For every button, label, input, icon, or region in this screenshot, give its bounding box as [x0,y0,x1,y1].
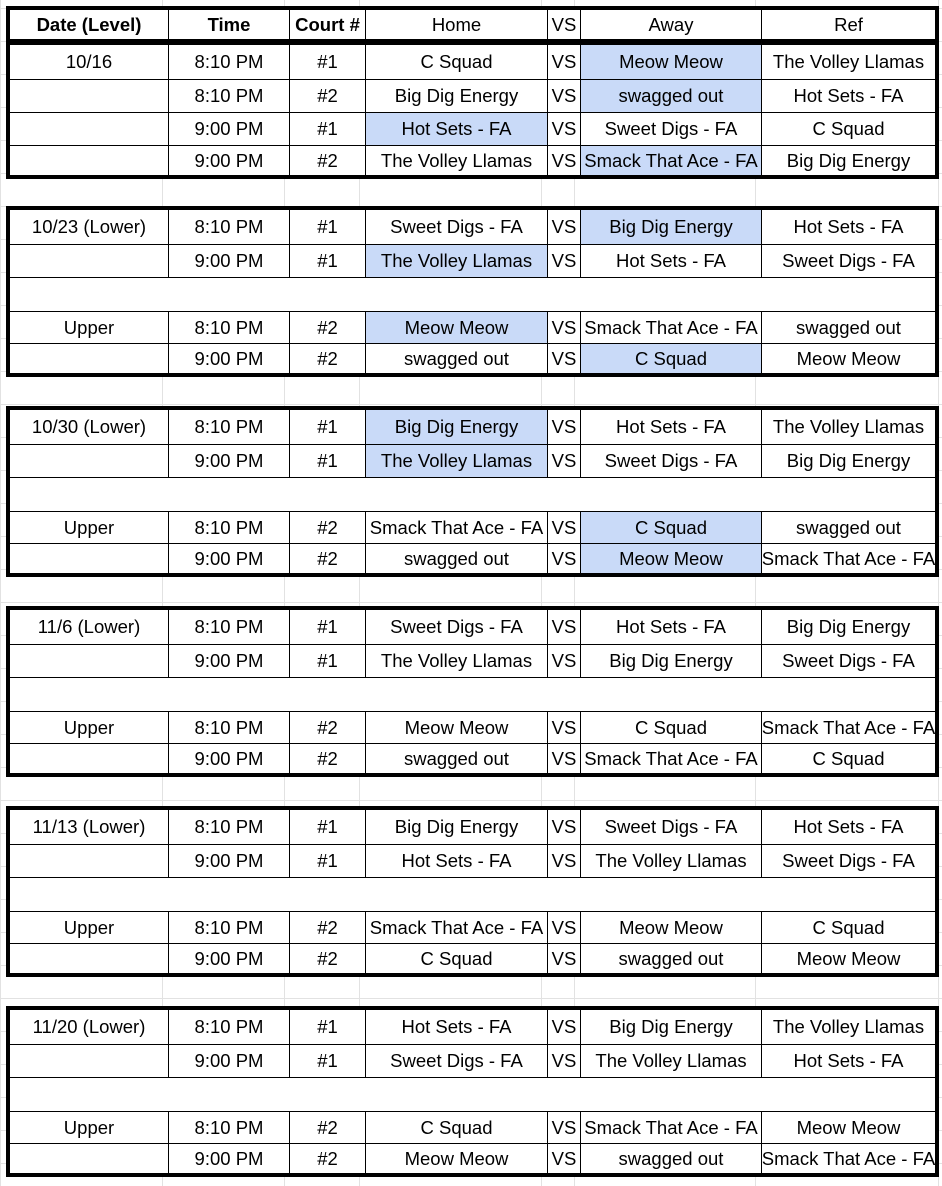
match-row [10,244,935,277]
cell-court: #2 [289,80,365,112]
cell-home: Meow Meow [365,712,547,743]
cell-time: 8:10 PM [168,1010,289,1044]
match-row [10,511,935,543]
week-block [6,206,939,377]
cell-time: 9:00 PM [168,845,289,877]
cell-away: Big Dig Energy [580,1010,761,1044]
cell-away: Big Dig Energy [580,210,761,244]
cell-time: 8:10 PM [168,1112,289,1143]
cell-vs: VS [547,445,580,477]
cell-court: #2 [289,312,365,343]
cell-time: 9:00 PM [168,744,289,773]
match-row [10,810,935,844]
match-row [10,79,935,112]
match-row [10,1111,935,1143]
spacer-row [10,877,935,911]
cell-time: 9:00 PM [168,113,289,145]
cell-time: 9:00 PM [168,245,289,277]
cell-home: swagged out [365,544,547,573]
header-time: Time [168,10,289,39]
cell-away: Meow Meow [580,544,761,573]
cell-date [10,1045,168,1077]
cell-home: The Volley Llamas [365,245,547,277]
cell-home: Big Dig Energy [365,80,547,112]
cell-date [10,146,168,175]
cell-vs: VS [547,344,580,373]
cell-ref: Smack That Ace - FA [761,544,935,573]
spacer-row [10,677,935,711]
cell-home: Big Dig Energy [365,410,547,444]
cell-date: 10/16 [65,51,113,72]
cell-court: #2 [289,912,365,943]
cell-ref: Meow Meow [761,944,935,973]
cell-home: Hot Sets - FA [365,845,547,877]
cell-vs: VS [547,810,580,844]
cell-ref: swagged out [761,512,935,543]
match-row [10,343,935,373]
cell-time: 8:10 PM [168,80,289,112]
week-block [6,406,939,577]
cell-home: Sweet Digs - FA [365,610,547,644]
cell-ref: Sweet Digs - FA [761,245,935,277]
cell-court: #1 [289,45,365,79]
match-row [10,112,935,145]
cell-away: Sweet Digs - FA [580,113,761,145]
cell-away: Meow Meow [580,912,761,943]
week-block [6,41,939,179]
cell-date [10,645,168,677]
spacer-row [10,277,935,311]
spacer-row [10,1077,935,1111]
match-row [10,311,935,343]
cell-vs: VS [547,1112,580,1143]
cell-court: #1 [289,410,365,444]
cell-date [10,113,168,145]
cell-away: C Squad [580,344,761,373]
header-ref: Ref [761,10,935,39]
cell-court: #1 [289,645,365,677]
gridline [0,404,942,405]
cell-home: C Squad [365,45,547,79]
gridline [0,800,942,801]
cell-vs: VS [547,544,580,573]
cell-away: Smack That Ace - FA [580,312,761,343]
match-row [10,210,935,244]
cell-ref: Sweet Digs - FA [761,645,935,677]
cell-time: 8:10 PM [168,312,289,343]
cell-away: Big Dig Energy [580,645,761,677]
cell-home: Meow Meow [365,1144,547,1173]
cell-time: 8:10 PM [168,610,289,644]
match-row [10,543,935,573]
cell-home: Sweet Digs - FA [365,210,547,244]
cell-court: #2 [289,712,365,743]
cell-court: #1 [289,845,365,877]
cell-ref: Big Dig Energy [761,146,935,175]
cell-vs: VS [547,645,580,677]
cell-time: 9:00 PM [168,944,289,973]
cell-court: #1 [289,245,365,277]
cell-ref: Meow Meow [761,1112,935,1143]
gridline [0,602,942,603]
cell-court: #1 [289,1010,365,1044]
cell-away: C Squad [580,712,761,743]
cell-ref: C Squad [761,744,935,773]
cell-court: #1 [289,210,365,244]
cell-date: 11/20 (Lower) [32,1016,146,1037]
week-block [6,1006,939,1177]
cell-vs: VS [547,1144,580,1173]
gridline [0,998,942,999]
match-row [10,844,935,877]
cell-away: Hot Sets - FA [580,410,761,444]
cell-vs: VS [547,1045,580,1077]
cell-date: 11/13 (Lower) [32,816,146,837]
match-row [10,610,935,644]
cell-time: 8:10 PM [168,45,289,79]
cell-away: swagged out [580,1144,761,1173]
cell-home: Hot Sets - FA [365,1010,547,1044]
cell-court: #1 [289,113,365,145]
cell-ref: C Squad [761,113,935,145]
header-vs: VS [547,10,580,39]
cell-date [10,445,168,477]
cell-time: 8:10 PM [168,512,289,543]
cell-court: #2 [289,1144,365,1173]
match-row [10,743,935,773]
cell-away: Sweet Digs - FA [580,810,761,844]
cell-vs: VS [547,146,580,175]
cell-home: Sweet Digs - FA [365,1045,547,1077]
header-away: Away [580,10,761,39]
cell-court: #2 [289,744,365,773]
cell-home: The Volley Llamas [365,645,547,677]
match-row [10,145,935,175]
match-row [10,911,935,943]
cell-time: 9:00 PM [168,344,289,373]
cell-date [10,845,168,877]
cell-away: C Squad [580,512,761,543]
cell-court: #1 [289,610,365,644]
cell-ref: Hot Sets - FA [761,1045,935,1077]
match-row [10,1044,935,1077]
cell-home: Meow Meow [365,312,547,343]
cell-home: Hot Sets - FA [365,113,547,145]
cell-home: The Volley Llamas [365,146,547,175]
match-row [10,644,935,677]
cell-vs: VS [547,113,580,145]
cell-ref: Smack That Ace - FA [761,712,935,743]
cell-home: C Squad [365,1112,547,1143]
cell-away: Smack That Ace - FA [580,146,761,175]
cell-vs: VS [547,80,580,112]
header-date-level: Date (Level) [36,13,142,35]
cell-date: Upper [63,716,115,738]
cell-home: swagged out [365,344,547,373]
cell-vs: VS [547,45,580,79]
cell-date [10,1144,168,1173]
cell-time: 8:10 PM [168,712,289,743]
cell-home: Big Dig Energy [365,810,547,844]
cell-vs: VS [547,210,580,244]
cell-date [10,344,168,373]
cell-home: Smack That Ace - FA [365,512,547,543]
cell-vs: VS [547,410,580,444]
cell-date: Upper [63,516,115,538]
cell-away: Smack That Ace - FA [580,744,761,773]
cell-vs: VS [547,245,580,277]
gridline [0,0,1,1186]
cell-date: Upper [63,1116,115,1138]
week-block [6,606,939,777]
cell-court: #1 [289,445,365,477]
cell-date [10,744,168,773]
cell-date [10,245,168,277]
cell-home: Smack That Ace - FA [365,912,547,943]
cell-court: #2 [289,146,365,175]
header-home: Home [365,10,547,39]
cell-away: Hot Sets - FA [580,245,761,277]
match-row [10,1143,935,1173]
cell-ref: Big Dig Energy [761,610,935,644]
cell-away: Sweet Digs - FA [580,445,761,477]
cell-time: 8:10 PM [168,810,289,844]
cell-away: The Volley Llamas [580,845,761,877]
cell-home: The Volley Llamas [365,445,547,477]
cell-time: 9:00 PM [168,1144,289,1173]
cell-vs: VS [547,1010,580,1044]
cell-ref: Hot Sets - FA [761,80,935,112]
match-row [10,1010,935,1044]
cell-ref: The Volley Llamas [761,410,935,444]
cell-ref: Hot Sets - FA [761,210,935,244]
cell-court: #2 [289,1112,365,1143]
cell-home: swagged out [365,744,547,773]
cell-date [10,544,168,573]
cell-away: swagged out [580,80,761,112]
cell-away: The Volley Llamas [580,1045,761,1077]
cell-court: #2 [289,344,365,373]
match-row [10,943,935,973]
cell-time: 9:00 PM [168,1045,289,1077]
cell-court: #2 [289,944,365,973]
cell-time: 8:10 PM [168,912,289,943]
cell-away: Meow Meow [580,45,761,79]
cell-ref: Hot Sets - FA [761,810,935,844]
match-row [10,410,935,444]
cell-ref: Big Dig Energy [761,445,935,477]
cell-time: 9:00 PM [168,146,289,175]
cell-date: Upper [63,316,115,338]
cell-court: #2 [289,512,365,543]
cell-home: C Squad [365,944,547,973]
cell-court: #1 [289,810,365,844]
match-row [10,45,935,79]
cell-away: swagged out [580,944,761,973]
match-row [10,711,935,743]
cell-time: 8:10 PM [168,410,289,444]
cell-away: Hot Sets - FA [580,610,761,644]
cell-court: #2 [289,544,365,573]
cell-vs: VS [547,912,580,943]
cell-vs: VS [547,610,580,644]
cell-vs: VS [547,744,580,773]
cell-court: #1 [289,1045,365,1077]
cell-date: Upper [63,916,115,938]
cell-vs: VS [547,312,580,343]
header-row [6,6,939,43]
cell-date [10,944,168,973]
cell-time: 8:10 PM [168,210,289,244]
cell-ref: Smack That Ace - FA [761,1144,935,1173]
cell-date: 10/30 (Lower) [31,416,147,437]
cell-time: 9:00 PM [168,645,289,677]
cell-date: 10/23 (Lower) [31,216,147,237]
cell-away: Smack That Ace - FA [580,1112,761,1143]
cell-vs: VS [547,944,580,973]
cell-date: 11/6 (Lower) [37,616,141,637]
spacer-row [10,477,935,511]
cell-ref: C Squad [761,912,935,943]
cell-ref: Sweet Digs - FA [761,845,935,877]
cell-ref: The Volley Llamas [761,45,935,79]
cell-vs: VS [547,845,580,877]
week-block [6,806,939,977]
cell-time: 9:00 PM [168,445,289,477]
cell-vs: VS [547,512,580,543]
cell-vs: VS [547,712,580,743]
cell-ref: swagged out [761,312,935,343]
cell-date [10,80,168,112]
cell-ref: Meow Meow [761,344,935,373]
cell-time: 9:00 PM [168,544,289,573]
match-row [10,444,935,477]
cell-ref: The Volley Llamas [761,1010,935,1044]
header-court: Court # [289,10,365,39]
